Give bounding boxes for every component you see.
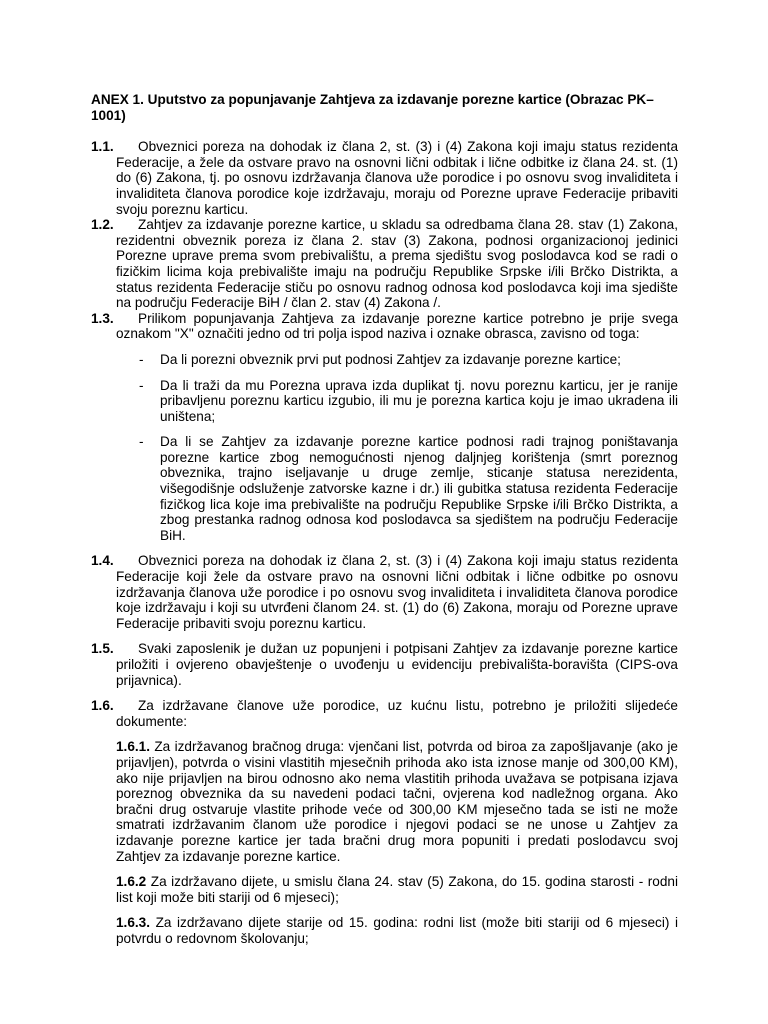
- dash-bullet: -: [139, 434, 144, 450]
- document-title: ANEX 1. Uputstvo za popunjavanje Zahtjeva za izdavanje porezne kartice (Obrazac PK–1001): [91, 92, 654, 123]
- list-item-text: Da li porezni obveznik prvi put podnosi Zahtjev za izdavanje porezne kartice;: [160, 351, 621, 367]
- subsection-number: 1.6.3.: [116, 915, 151, 931]
- section-1-2: [91, 217, 678, 311]
- list-item-text: Da li se Zahtjev za izdavanje porezne kartice podnosi radi trajnog poništavanja porezne kartice zbog nemogućnosti njenog daljnjeg korištenja (smrt poreznog obveznika, trajno iseljavanje u druge zemlje, sticanje statusa nerezidenta, višegodišnje odsluženje zatvorske kazne i dr.) ili gubitka statusa rezidenta Federacije fizičkog lica koje ima prebivalište na području Republike Srpske i/ili Brčko Distrikta, a zbog prestanka radnog odnosa kod poslodavca sa sjedištem na području Federacije BiH.: [160, 434, 678, 543]
- section-text: Obveznici poreza na dohodak iz člana 2, st. (3) i (4) Zakona koji imaju status rezidenta Federacije, a žele da ostvare pravo na osnovni lični odbitak i lične odbitke iz člana 24. st. (1) do (6) Zakona, tj. po osnovu izdržavanja članova uže porodice i po osnovu svog invaliditeta i invaliditeta članova porodice koje izdržavaju, moraju od Porezne uprave Federacije pribaviti svoju poreznu karticu.: [116, 139, 678, 217]
- dash-bullet: -: [139, 351, 144, 367]
- section-number: 1.5.: [91, 641, 114, 657]
- section-number: 1.6.: [91, 698, 114, 714]
- section-text: Obveznici poreza na dohodak iz člana 2, st. (3) i (4) Zakona koji imaju status rezidenta Federacije koji žele da ostvare pravo na osnovni lični odbitak i lične odbitke po osnovu izdržavanja članova uže porodice i po osnovu svog invaliditeta i invaliditeta članova porodice koje izdržavaju i koji su utvrđeni članom 24. st. (1) do (6) Zakona, moraju od Porezne uprave Federacije pribaviti svoju poreznu karticu.: [116, 553, 678, 631]
- section-text: Prilikom popunjavanja Zahtjeva za izdavanje porezne kartice potrebno je prije svega oznakom "X" označiti jedno od tri polja ispod naziva i oznake obrasca, zavisno od toga:: [116, 310, 678, 342]
- section-1-1: [91, 139, 678, 217]
- list-item: [91, 434, 678, 543]
- subsection-text: Za izdržavano dijete starije od 15. godina: rodni list (može biti stariji od 6 mjeseci) i potvrdu o redovnom školovanju;: [116, 915, 678, 946]
- section-text: Svaki zaposlenik je dužan uz popunjeni i potpisani Zahtjev za izdavanje porezne kartice priložiti i ovjereno obavještenje o uvođenju u evidenciju prebivališta-boravišta (CIPS-ova prijavnica).: [116, 641, 678, 688]
- section-1-3-options: [91, 352, 678, 544]
- subsection-1-6-3: [91, 915, 678, 946]
- section-text: Zahtjev za izdavanje porezne kartice, u skladu sa odredbama člana 28. stav (1) Zakona, rezidentni obveznik poreza iz člana 2. stav (3) Zakona, podnosi organizacionoj jedinici Porezne uprave prema svom prebivalištu, a prema sjedištu svog poslodavca kod se radi o fizičkim licima koja prebivalište imaju na području Republike Srpske i/ili Brčko Distrikta, a status rezidenta Federacije stiču po osnovu radnog odnosa kod poslodavca koji ima sjedište na području Federacije BiH / član 2. stav (4) Zakona /.: [116, 217, 678, 311]
- subsection-text: Za izdržavanog bračnog druga: vjenčani list, potvrda od biroa za zapošljavanje (ako je prijavljen), potvrda o visini vlastitih mjesečnih prihoda ako ista iznose manje od 300,00 KM), ako nije prijavljen na birou odnosno ako nema vlastitih prihoda uvažava se potpisana izjava poreznog obveznika da su navedeni podaci tačni, ovjerena kod nadležnog organa. Ako bračni drug ostvaruje vlastite prihode veće od 300,00 KM mjesečno tada se isti ne može smatrati izdržavanim članom uže porodice i njegovi podaci se ne unose u Zahtjev za izdavanje porezne kartice jer tada bračni drug mora popuniti i predati poslodavcu svoj Zahtjev za izdavanje porezne kartice.: [116, 739, 678, 864]
- list-item: [91, 352, 678, 368]
- subsection-number: 1.6.1.: [116, 739, 151, 755]
- subsection-text: Za izdržavano dijete, u smislu člana 24. stav (5) Zakona, do 15. godina starosti - rodni list koji može biti stariji od 6 mjeseci);: [116, 874, 678, 905]
- section-1-4: [91, 553, 678, 631]
- list-item: [91, 378, 678, 425]
- section-text: Za izdržavane članove uže porodice, uz kućnu listu, potrebno je priložiti slijedeće dokumente:: [116, 698, 678, 729]
- subsection-1-6-2: [91, 874, 678, 905]
- section-1-3: [91, 311, 678, 342]
- section-number: 1.2.: [91, 217, 114, 233]
- section-number: 1.4.: [91, 553, 114, 569]
- list-item-text: Da li traži da mu Porezna uprava izda duplikat tj. novu poreznu karticu, jer je ranije pribavljenu poreznu karticu izgubio, ili mu je porezna kartica koju je imao ukradena ili uništena;: [160, 377, 678, 424]
- section-number: 1.3.: [91, 310, 114, 326]
- section-1-5: [91, 641, 678, 688]
- dash-bullet: -: [139, 377, 144, 393]
- subsection-number: 1.6.2: [116, 874, 147, 890]
- section-number: 1.1.: [91, 139, 114, 155]
- subsection-1-6-1: [91, 739, 678, 864]
- section-1-6: [91, 698, 678, 729]
